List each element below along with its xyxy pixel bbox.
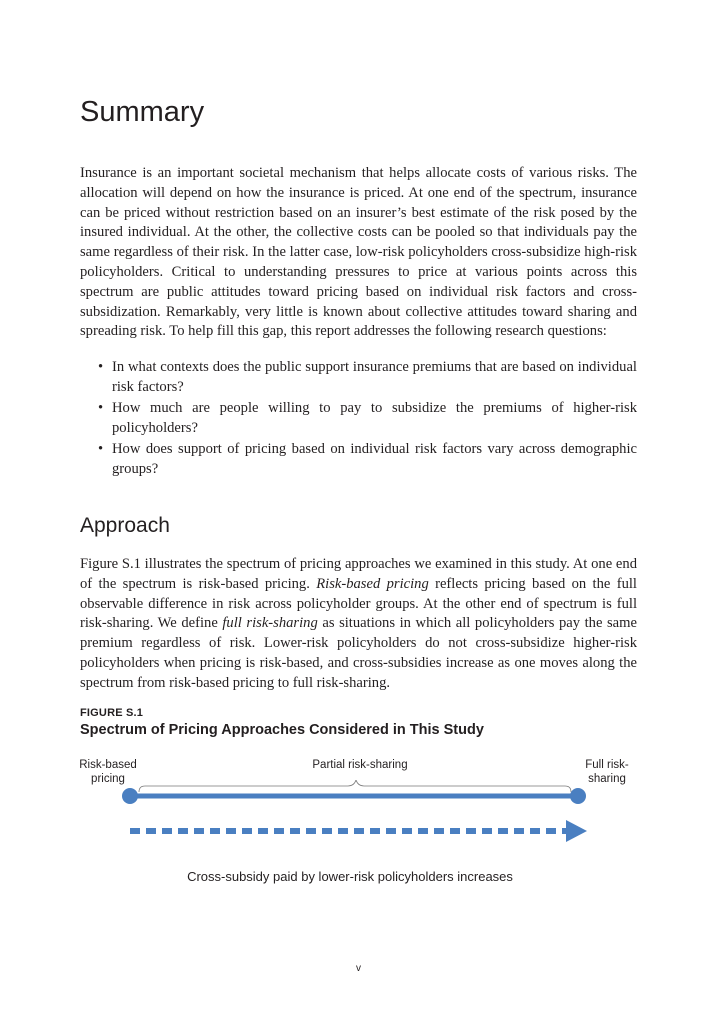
approach-text-part: reflects pricing based on the full observable difference in risk across policyholder groups. At the other end of spectrum is full risk-sharing. We define	[80, 575, 637, 632]
spectrum-right-label: Full risk-sharing	[585, 759, 629, 785]
approach-text-part: Figure S.1 illustrates the spectrum of pricing approaches we examined in this study. At one end of the spectrum is risk-based pricing.	[80, 556, 637, 592]
research-question-item: • How does support of pricing based on individual risk factors vary across demographic groups?	[80, 440, 637, 479]
summary-intro-paragraph: Insurance is an important societal mechanism that helps allocate costs of various risks. The allocation will depend on how the insurance is priced. At one end of the spectrum, insurance can be priced without restriction based on an insurer’s best estimate of the risk posed by the insured individual. At the other, the collective costs can be pooled so that individuals pay the same regardless of their risk. In the latter case, low-risk policyholders cross-subsidize high-risk policyholders. Critical to understanding pressures to price at various points across this spectrum are public attitudes toward pricing based on individual risk factors and cross-subsidization. Remarkably, very little is known about collective attitudes toward sharing and spreading risk. To help fill this gap, this report addresses the following research questions:	[80, 165, 637, 340]
spectrum-middle-label: Partial risk-sharing	[312, 759, 408, 771]
page-number: v	[356, 963, 361, 974]
figure-label: FIGURE S.1	[80, 707, 144, 719]
term-risk-based-pricing: Risk-based pricing	[316, 575, 429, 592]
spectrum-left-label: Risk-based pricing	[79, 759, 137, 785]
approach-paragraph	[80, 555, 637, 694]
approach-text-part: as situations in which all policyholders pay the same premium regardless of risk. Lower-risk policyholders do not cross-subsidize higher-risk policyholders when pricing is risk-based, and cross-subsidies increase as one moves along the spectrum from risk-based pricing to full risk-sharing.	[80, 615, 637, 691]
spectrum-left-endpoint	[122, 788, 138, 804]
partial-sharing-brace	[139, 780, 571, 792]
arrow-head-icon	[566, 820, 587, 842]
figure-title: Spectrum of Pricing Approaches Considered in This Study	[80, 722, 484, 738]
research-question-item: • In what contexts does the public support insurance premiums that are based on individual risk factors?	[80, 358, 637, 397]
research-question-item: • How much are people willing to pay to subsidize the premiums of higher-risk policyholders?	[80, 399, 637, 438]
term-full-risk-sharing: full risk-sharing	[222, 615, 318, 632]
approach-heading: Approach	[80, 514, 170, 537]
summary-heading: Summary	[80, 96, 205, 128]
spectrum-right-endpoint	[570, 788, 586, 804]
research-questions-list	[80, 358, 637, 482]
figure-caption: Cross-subsidy paid by lower-risk policyholders increases	[187, 869, 513, 884]
spectrum-figure	[0, 780, 717, 860]
